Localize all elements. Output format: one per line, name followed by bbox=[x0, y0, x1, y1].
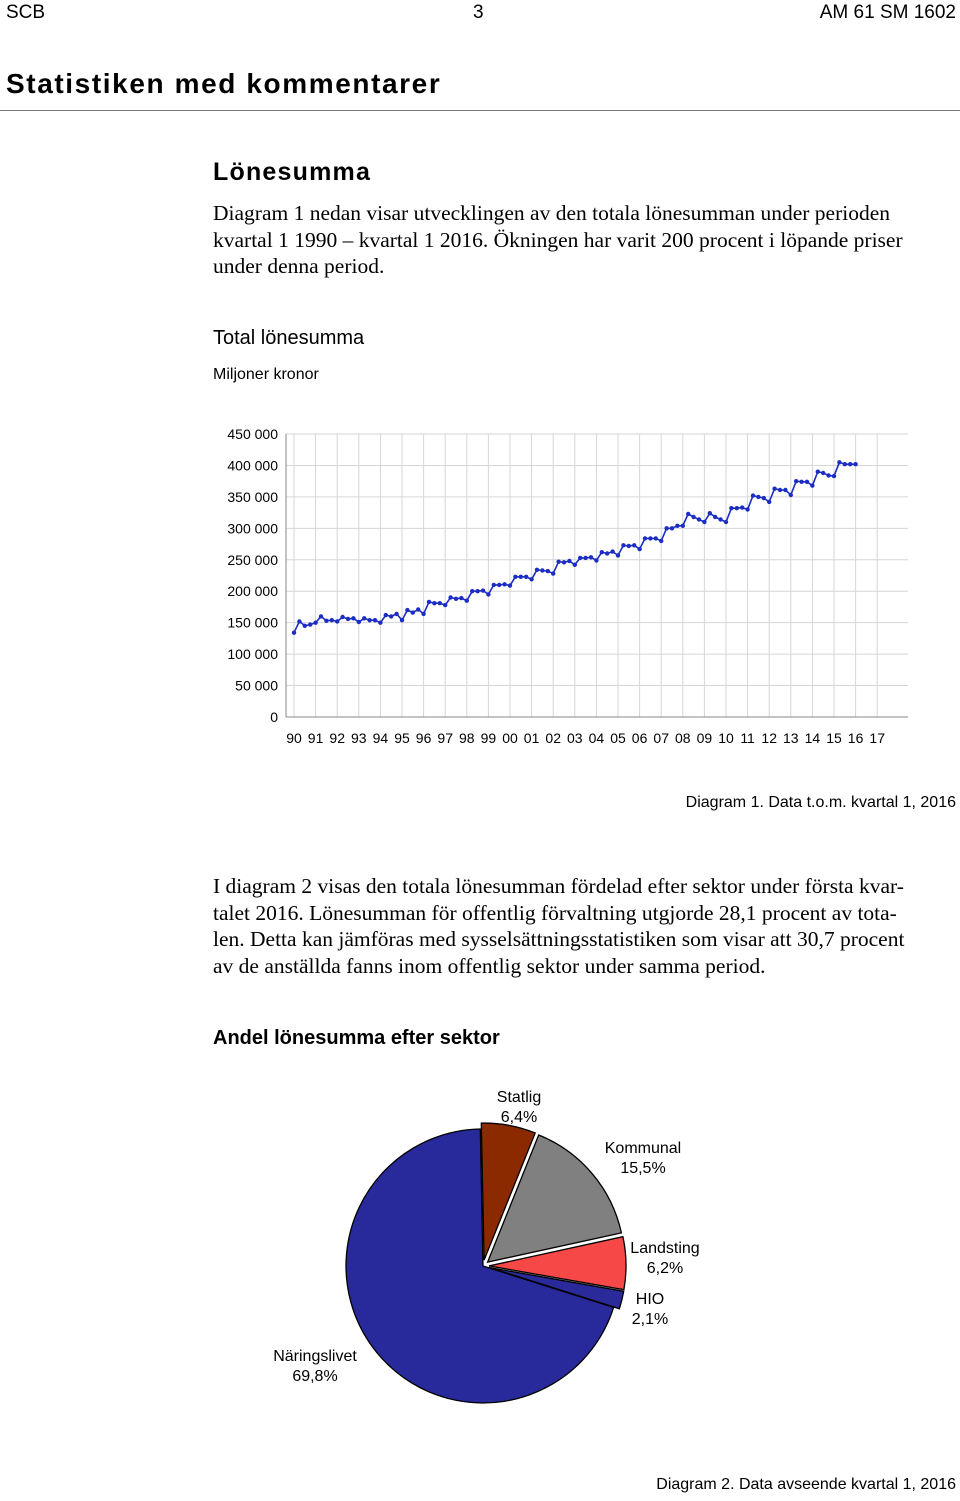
chart2-caption: Diagram 2. Data avseende kvartal 1, 2016 bbox=[656, 1476, 956, 1493]
data-point bbox=[832, 474, 836, 478]
y-tick-label: 250 000 bbox=[227, 551, 278, 568]
x-tick-label: 06 bbox=[631, 730, 648, 746]
x-tick-label: 97 bbox=[437, 730, 453, 746]
data-point bbox=[313, 621, 317, 625]
data-point bbox=[308, 622, 312, 626]
header-left: SCB bbox=[6, 2, 46, 23]
data-point bbox=[702, 520, 706, 524]
data-point bbox=[367, 618, 371, 622]
data-point bbox=[837, 460, 841, 464]
data-point bbox=[319, 614, 323, 618]
data-point bbox=[729, 506, 733, 510]
x-tick-label: 10 bbox=[718, 730, 734, 746]
data-point bbox=[648, 536, 652, 540]
slice-label: 69,8% bbox=[292, 1368, 338, 1385]
data-point bbox=[492, 583, 496, 587]
data-point bbox=[292, 631, 296, 635]
header-right: AM 61 SM 1602 bbox=[819, 2, 956, 23]
data-point bbox=[810, 483, 814, 487]
data-point bbox=[805, 480, 809, 484]
page-title: Statistiken med kommentarer bbox=[6, 68, 442, 99]
data-point bbox=[578, 556, 582, 560]
intro-line: under denna period. bbox=[213, 254, 385, 278]
data-point bbox=[340, 615, 344, 619]
data-point bbox=[535, 568, 539, 572]
chart1-ylabel: Miljoner kronor bbox=[213, 366, 319, 383]
data-point bbox=[384, 613, 388, 617]
data-point bbox=[664, 526, 668, 530]
pie-chart bbox=[0, 1060, 960, 1440]
y-tick-label: 400 000 bbox=[227, 457, 278, 474]
x-tick-label: 93 bbox=[351, 730, 367, 746]
slice-name: Näringslivet bbox=[273, 1348, 357, 1365]
data-point bbox=[416, 607, 420, 611]
data-point bbox=[697, 517, 701, 521]
x-tick-label: 09 bbox=[696, 730, 713, 746]
data-point bbox=[772, 487, 776, 491]
data-point bbox=[799, 480, 803, 484]
data-point bbox=[432, 601, 436, 605]
data-point bbox=[740, 505, 744, 509]
sector-paragraph bbox=[213, 873, 958, 979]
intro-line: Diagram 1 nedan visar utvecklingen av den totala lönesumman under perioden bbox=[213, 201, 891, 225]
page-number: 3 bbox=[473, 2, 484, 23]
data-point bbox=[589, 555, 593, 559]
data-point bbox=[778, 488, 782, 492]
y-tick-label: 0 bbox=[270, 709, 278, 725]
data-point bbox=[713, 515, 717, 519]
data-point bbox=[335, 619, 339, 623]
intro-line: kvartal 1 1990 – kvartal 1 2016. Ökningen har varit 200 procent i löpande priser bbox=[213, 227, 903, 252]
data-point bbox=[605, 551, 609, 555]
x-tick-label: 05 bbox=[610, 730, 626, 746]
data-point bbox=[681, 524, 685, 528]
data-point bbox=[583, 556, 587, 560]
data-point bbox=[621, 543, 625, 547]
data-point bbox=[486, 592, 490, 596]
data-point bbox=[519, 575, 523, 579]
data-point bbox=[524, 575, 528, 579]
x-tick-label: 91 bbox=[307, 730, 324, 746]
x-tick-label: 01 bbox=[523, 730, 540, 746]
x-tick-label: 16 bbox=[847, 730, 864, 746]
data-point bbox=[427, 600, 431, 604]
data-point bbox=[562, 560, 566, 564]
x-tick-label: 08 bbox=[675, 730, 691, 746]
data-point bbox=[438, 601, 442, 605]
data-point bbox=[708, 511, 712, 515]
x-tick-label: 13 bbox=[783, 730, 799, 746]
data-point bbox=[497, 583, 501, 587]
data-point bbox=[459, 596, 463, 600]
data-point bbox=[529, 577, 533, 581]
data-point bbox=[346, 617, 350, 621]
data-point bbox=[816, 470, 820, 474]
section-title: Lönesumma bbox=[213, 158, 372, 186]
sector-line: I diagram 2 visas den totala lönesumman fördelad efter sektor under första kvar- bbox=[213, 874, 904, 898]
data-point bbox=[324, 619, 328, 623]
sector-line: av de anställda fanns inom offentlig sektor under samma period. bbox=[213, 953, 766, 978]
slice-name: Kommunal bbox=[604, 1140, 682, 1157]
slice-name: HIO bbox=[635, 1291, 665, 1308]
x-tick-label: 94 bbox=[372, 730, 389, 746]
x-tick-label: 07 bbox=[653, 730, 669, 746]
data-point bbox=[826, 473, 830, 477]
data-point bbox=[616, 553, 620, 557]
x-tick-label: 11 bbox=[740, 730, 755, 746]
data-point bbox=[400, 618, 404, 622]
data-point bbox=[351, 616, 355, 620]
data-point bbox=[481, 588, 485, 592]
data-point bbox=[567, 559, 571, 563]
data-point bbox=[675, 524, 679, 528]
data-point bbox=[821, 471, 825, 475]
sector-line: talet 2016. Lönesumman för offentlig förvaltning utgjorde 28,1 procent av tota- bbox=[213, 900, 897, 925]
data-point bbox=[600, 550, 604, 554]
data-point bbox=[411, 610, 415, 614]
sector-line: len. Detta kan jämföras med sysselsättningsstatistiken som visar att 30,7 procent bbox=[213, 927, 905, 951]
data-point bbox=[848, 462, 852, 466]
data-point bbox=[789, 493, 793, 497]
x-tick-label: 90 bbox=[286, 730, 302, 746]
data-point bbox=[843, 462, 847, 466]
data-point bbox=[378, 621, 382, 625]
chart1-title: Total lönesumma bbox=[213, 327, 365, 349]
x-tick-label: 99 bbox=[480, 730, 497, 746]
data-point bbox=[643, 536, 647, 540]
data-point bbox=[556, 560, 560, 564]
data-point bbox=[394, 612, 398, 616]
data-point bbox=[421, 612, 425, 616]
y-tick-label: 350 000 bbox=[227, 488, 278, 505]
x-tick-label: 15 bbox=[826, 730, 842, 746]
slice-label: 2,1% bbox=[631, 1311, 669, 1328]
data-point bbox=[448, 595, 452, 599]
data-point bbox=[443, 603, 447, 607]
data-point bbox=[502, 582, 506, 586]
chart1-caption: Diagram 1. Data t.o.m. kvartal 1, 2016 bbox=[685, 794, 956, 811]
x-tick-label: 00 bbox=[502, 730, 518, 746]
data-point bbox=[745, 507, 749, 511]
data-point bbox=[454, 597, 458, 601]
data-point bbox=[724, 520, 728, 524]
data-point bbox=[573, 563, 577, 567]
y-tick-label: 200 000 bbox=[227, 583, 278, 600]
data-point bbox=[389, 614, 393, 618]
data-point bbox=[691, 515, 695, 519]
data-point bbox=[546, 569, 550, 573]
x-tick-label: 98 bbox=[459, 730, 475, 746]
data-point bbox=[470, 589, 474, 593]
slice-name: Landsting bbox=[630, 1240, 700, 1257]
data-point bbox=[357, 620, 361, 624]
data-point bbox=[659, 539, 663, 543]
y-tick-label: 50 000 bbox=[235, 677, 278, 694]
data-point bbox=[594, 558, 598, 562]
data-point bbox=[718, 517, 722, 521]
data-point bbox=[751, 493, 755, 497]
data-point bbox=[465, 599, 469, 603]
x-tick-label: 95 bbox=[394, 730, 410, 746]
y-tick-label: 150 000 bbox=[227, 614, 278, 631]
data-point bbox=[303, 624, 307, 628]
data-point bbox=[297, 619, 301, 623]
chart2-title: Andel lönesumma efter sektor bbox=[213, 1027, 500, 1049]
slice-name: Statlig bbox=[496, 1089, 542, 1106]
y-tick-label: 300 000 bbox=[227, 520, 278, 537]
data-point bbox=[756, 495, 760, 499]
data-point bbox=[330, 618, 334, 622]
slice-label: 6,2% bbox=[646, 1260, 684, 1277]
data-point bbox=[686, 512, 690, 516]
data-point bbox=[794, 479, 798, 483]
data-point bbox=[637, 547, 641, 551]
x-tick-label: 12 bbox=[761, 730, 777, 746]
x-tick-label: 17 bbox=[869, 730, 885, 746]
x-tick-label: 92 bbox=[329, 730, 345, 746]
data-point bbox=[405, 608, 409, 612]
data-point bbox=[654, 536, 658, 540]
data-point bbox=[508, 583, 512, 587]
data-point bbox=[513, 575, 517, 579]
slice-label: 15,5% bbox=[620, 1160, 666, 1177]
data-point bbox=[767, 500, 771, 504]
x-tick-label: 04 bbox=[588, 730, 605, 746]
data-point bbox=[853, 462, 857, 466]
x-tick-label: 96 bbox=[415, 730, 432, 746]
data-point bbox=[540, 568, 544, 572]
data-point bbox=[373, 618, 377, 622]
y-tick-label: 450 000 bbox=[227, 426, 278, 442]
y-tick-label: 100 000 bbox=[227, 646, 278, 663]
data-point bbox=[762, 496, 766, 500]
slice-label: 6,4% bbox=[500, 1109, 538, 1126]
data-point bbox=[735, 506, 739, 510]
data-point bbox=[632, 543, 636, 547]
x-tick-label: 03 bbox=[567, 730, 583, 746]
data-point bbox=[627, 544, 631, 548]
data-point bbox=[362, 616, 366, 620]
data-point bbox=[670, 526, 674, 530]
data-point bbox=[783, 488, 787, 492]
x-tick-label: 02 bbox=[545, 730, 561, 746]
data-point bbox=[551, 571, 555, 575]
x-tick-label: 14 bbox=[804, 730, 821, 746]
data-point bbox=[610, 549, 614, 553]
data-point bbox=[475, 589, 479, 593]
